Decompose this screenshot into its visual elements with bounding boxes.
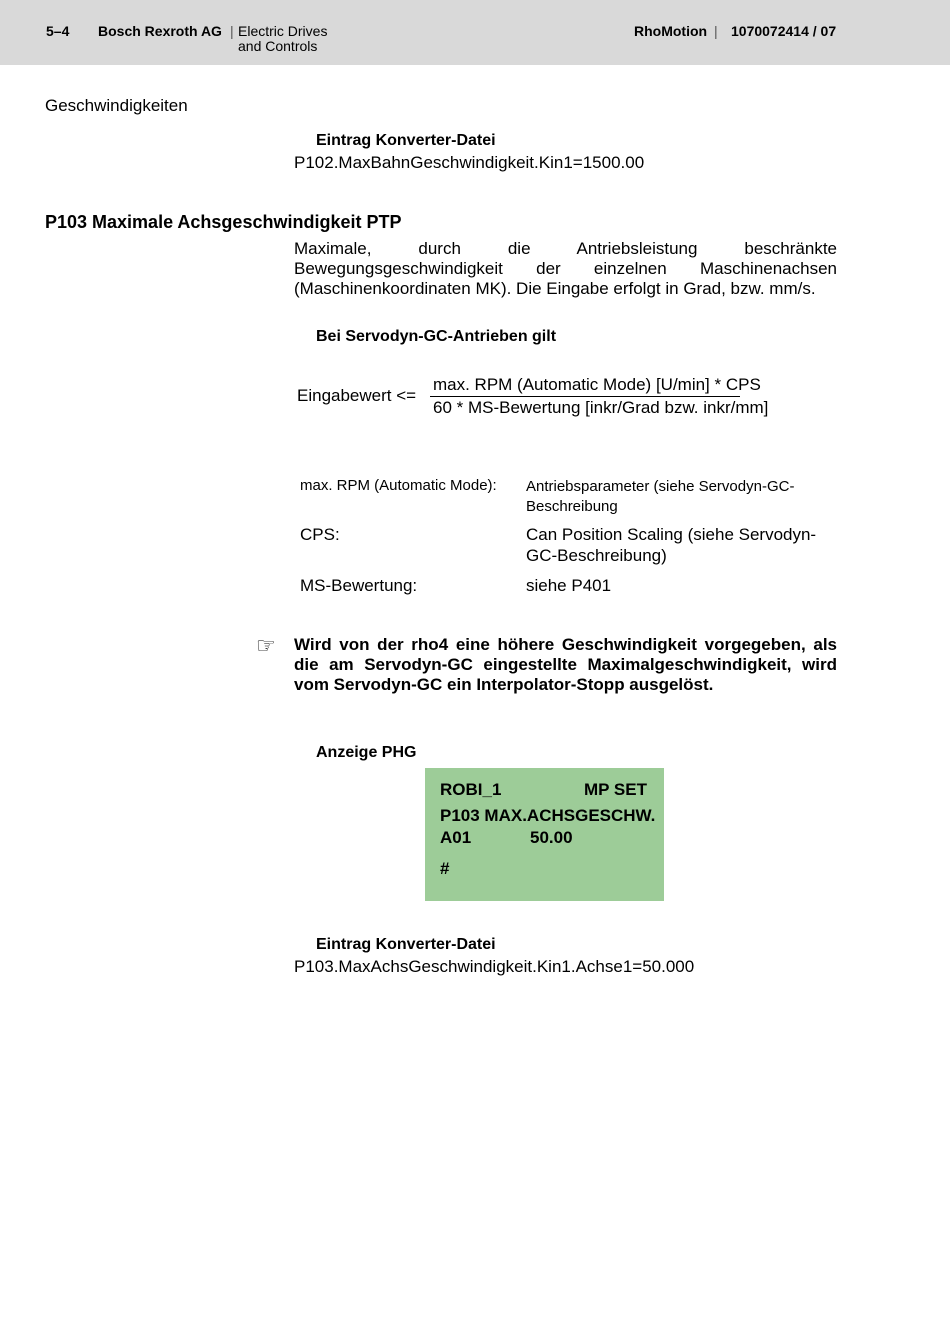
definition-value-ms: siehe P401 xyxy=(526,576,612,595)
product-name: RhoMotion xyxy=(634,23,708,39)
phg-line2: P103 MAX.ACHSGESCHW. xyxy=(440,806,656,825)
converter-heading-p103: Eintrag Konverter-Datei xyxy=(316,936,496,953)
phg-display xyxy=(425,768,664,901)
pointing-hand-icon: ☞ xyxy=(256,633,276,658)
definition-term-cps: CPS: xyxy=(300,525,340,544)
document-number: 1070072414 / 07 xyxy=(731,23,837,39)
page-header xyxy=(0,0,950,65)
phg-line4: # xyxy=(440,859,450,878)
formula-numerator: max. RPM (Automatic Mode) [U/min] * CPS xyxy=(433,375,761,394)
p103-description: Maximale, durch die Antriebsleistung beschränkte Bewegungsgeschwindigkeit der einzelnen Maschinenachsen (Maschinenkoordinaten MK). Die Eingabe erfolgt in Grad, bzw. mm/s. xyxy=(294,239,837,298)
section-label: Geschwindigkeiten xyxy=(45,96,188,115)
phg-line1-right: MP SET xyxy=(584,780,647,799)
section-title-p103: P103 Maximale Achsgeschwindigkeit PTP xyxy=(45,212,402,232)
page-number: 5–4 xyxy=(46,23,70,39)
header-separator: | xyxy=(230,23,234,39)
phg-line3-right: 50.00 xyxy=(530,828,573,847)
phg-line3-left: A01 xyxy=(440,828,472,847)
phg-line1-left: ROBI_1 xyxy=(440,780,502,799)
definition-term-ms: MS-Bewertung: xyxy=(300,576,418,595)
header-separator-2: | xyxy=(714,23,718,39)
note-text: Wird von der rho4 eine höhere Geschwindigkeit vorgegeben, als die am Servodyn-GC eingestellte Maximalgeschwindigkeit, wird vom Servodyn-GC ein Interpolator-Stopp ausgelöst. xyxy=(294,635,837,694)
servodyn-heading: Bei Servodyn-GC-Antrieben gilt xyxy=(316,328,557,345)
company-name: Bosch Rexroth AG xyxy=(98,23,222,39)
converter-heading-p102: Eintrag Konverter-Datei xyxy=(316,132,496,149)
definition-term-rpm: max. RPM (Automatic Mode): xyxy=(300,477,497,494)
fraction-line xyxy=(430,396,740,397)
phg-heading: Anzeige PHG xyxy=(316,744,417,761)
division-line-1: Electric Drives xyxy=(238,23,328,39)
converter-entry-p103: P103.MaxAchsGeschwindigkeit.Kin1.Achse1=50.000 xyxy=(294,957,695,976)
definition-value-cps: Can Position Scaling (siehe Servodyn-GC-Beschreibung) xyxy=(526,525,817,565)
converter-entry-p102: P102.MaxBahnGeschwindigkeit.Kin1=1500.00 xyxy=(294,153,645,172)
definition-value-rpm: Antriebsparameter (siehe Servodyn-GC-Beschreibung xyxy=(526,478,795,515)
formula-denominator: 60 * MS-Bewertung [inkr/Grad bzw. inkr/mm] xyxy=(433,398,769,417)
formula-lhs: Eingabewert <= xyxy=(297,386,417,405)
division-line-2: and Controls xyxy=(238,38,318,54)
